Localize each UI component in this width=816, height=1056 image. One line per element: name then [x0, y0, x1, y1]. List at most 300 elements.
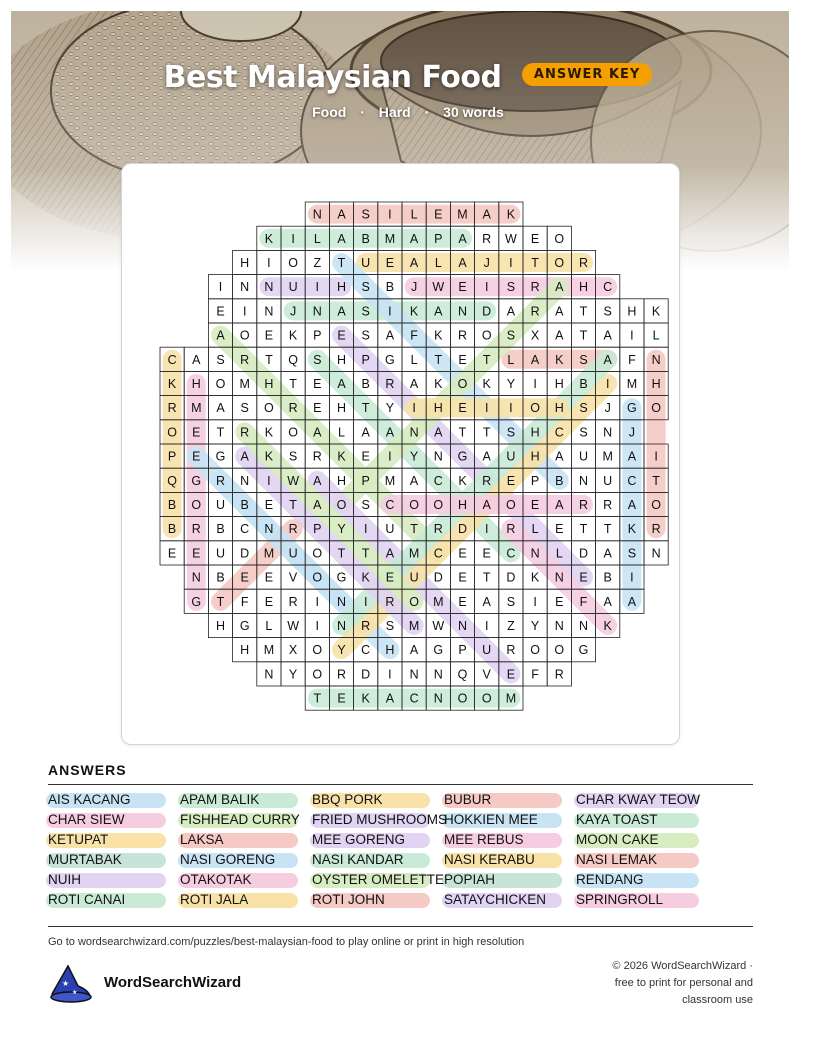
grid-letter: S — [361, 498, 370, 512]
grid-letter: S — [361, 328, 370, 343]
grid-letter: E — [555, 594, 564, 609]
grid-letter: C — [554, 425, 564, 440]
grid-letter: O — [239, 328, 250, 343]
grid-letter: T — [410, 522, 418, 537]
grid-letter: N — [312, 207, 322, 222]
grid-letter: H — [215, 619, 226, 633]
grid-letter: C — [385, 498, 395, 512]
grid-letter: N — [312, 304, 322, 319]
answer-item — [576, 872, 644, 888]
answer-word: SATAYCHICKEN — [444, 892, 547, 907]
grid-letter: N — [554, 619, 564, 633]
answer-word: SPRINGROLL — [576, 892, 664, 907]
grid-letter: E — [264, 594, 274, 609]
grid-letter: E — [555, 522, 564, 537]
grid-letter: R — [554, 667, 564, 682]
grid-letter: L — [555, 546, 563, 561]
grid-letter: U — [215, 546, 226, 561]
grid-letter: E — [458, 401, 467, 416]
answer-word: KAYA TOAST — [576, 812, 658, 827]
grid-letter: T — [337, 256, 346, 270]
grid-letter: K — [651, 304, 661, 319]
grid-letter: N — [603, 425, 613, 440]
grid-letter: A — [458, 256, 467, 270]
grid-letter: P — [458, 643, 467, 658]
grid-letter: M — [408, 546, 420, 561]
grid-letter: H — [191, 377, 201, 391]
grid-letter: I — [388, 304, 392, 319]
answer-item — [180, 812, 300, 828]
grid-letter: M — [457, 207, 468, 222]
answer-item — [312, 792, 383, 808]
grid-letter: A — [458, 231, 467, 246]
grid-letter: B — [555, 473, 564, 488]
grid-letter: O — [288, 256, 298, 270]
grid-letter: I — [388, 449, 392, 464]
grid-letter: N — [554, 570, 564, 585]
grid-letter: E — [240, 570, 249, 585]
grid-letter: K — [167, 377, 177, 391]
grid-letter: T — [603, 522, 612, 537]
grid-letter: E — [385, 570, 395, 585]
answer-word: ROTI JOHN — [312, 892, 385, 907]
grid-letter: N — [409, 425, 419, 440]
grid-letter: I — [630, 570, 634, 585]
grid-letter: R — [312, 449, 322, 464]
grid-letter: Q — [457, 667, 468, 682]
grid-letter: E — [264, 328, 274, 343]
answer-word: NASI KERABU — [444, 852, 535, 867]
difficulty-label: Hard — [378, 104, 411, 120]
grid-letter: I — [291, 231, 295, 246]
grid-letter: R — [578, 498, 589, 512]
grid-letter: A — [482, 449, 491, 464]
grid-letter: J — [289, 304, 297, 319]
grid-letter: P — [167, 449, 177, 464]
grid-letter: K — [409, 304, 419, 319]
grid-letter: Y — [506, 377, 516, 391]
grid-letter: N — [336, 594, 347, 609]
answer-item — [312, 832, 405, 848]
grid-letter: H — [627, 304, 637, 319]
grid-letter: R — [288, 401, 298, 416]
grid-letter: K — [627, 522, 637, 537]
grid-letter: S — [579, 425, 588, 440]
grid-letter: M — [239, 377, 250, 391]
category-label: Food — [312, 104, 347, 120]
grid-letter: N — [578, 619, 589, 633]
answer-word: CHAR KWAY TEOW — [576, 792, 701, 807]
grid-letter: K — [506, 207, 516, 222]
grid-letter: I — [654, 449, 658, 464]
grid-letter: G — [385, 352, 395, 367]
grid-letter: T — [337, 546, 346, 561]
grid-letter: S — [579, 352, 588, 367]
grid-letter: N — [530, 546, 540, 561]
grid-letter: H — [336, 352, 347, 367]
answer-word: ROTI CANAI — [48, 892, 126, 907]
grid-letter: O — [651, 498, 661, 512]
grid-letter: R — [361, 619, 371, 633]
grid-letter: K — [361, 691, 370, 706]
grid-letter: A — [240, 449, 249, 464]
grid-letter: U — [361, 256, 371, 270]
grid-letter: V — [288, 570, 298, 585]
grid-letter: R — [482, 231, 492, 246]
grid-letter: D — [578, 546, 589, 561]
grid-letter: B — [167, 522, 177, 537]
grid-letter: A — [361, 425, 370, 440]
answer-item — [576, 832, 659, 848]
grid-letter: Y — [337, 522, 346, 537]
grid-letter: A — [216, 328, 225, 343]
grid-letter: O — [191, 498, 202, 512]
grid-letter: J — [604, 401, 611, 416]
grid-letter: O — [554, 643, 565, 658]
grid-letter: I — [484, 619, 489, 633]
grid-letter: E — [192, 449, 201, 464]
grid-letter: U — [288, 280, 298, 295]
grid-letter: B — [361, 377, 370, 391]
grid-letter: E — [192, 546, 201, 561]
grid-letter: A — [216, 401, 225, 416]
grid-letter: K — [361, 570, 370, 585]
grid-letter: N — [264, 667, 274, 682]
grid-letter: P — [313, 522, 322, 537]
grid-letter: O — [312, 667, 323, 682]
grid-letter: Y — [530, 619, 540, 633]
grid-letter: A — [627, 594, 637, 609]
grid-letter: E — [337, 328, 346, 343]
grid-letter: D — [506, 570, 516, 585]
grid-letter: T — [482, 425, 491, 440]
answers-divider — [48, 784, 753, 785]
copyright-text — [612, 958, 753, 1009]
grid-letter: A — [603, 352, 612, 367]
grid-letter: U — [578, 449, 589, 464]
grid-letter: O — [409, 594, 419, 609]
grid-letter: N — [433, 691, 443, 706]
grid-letter: R — [240, 425, 250, 440]
grid-letter: H — [651, 377, 661, 391]
grid-letter: H — [336, 473, 347, 488]
grid-letter: O — [651, 401, 661, 416]
grid-letter: G — [578, 643, 589, 658]
answer-key-badge: ANSWER KEY — [522, 63, 652, 86]
grid-letter: F — [579, 594, 588, 609]
grid-letter: P — [313, 328, 322, 343]
grid-letter: A — [313, 425, 322, 440]
answer-item — [180, 852, 275, 868]
answer-item — [444, 832, 524, 848]
grid-letter: A — [337, 207, 346, 222]
grid-letter: G — [191, 473, 202, 488]
answer-word: OTAKOTAK — [180, 872, 252, 887]
grid-letter: S — [579, 401, 588, 416]
grid-letter: E — [313, 401, 322, 416]
grid-letter: P — [530, 473, 540, 488]
answer-word: HOKKIEN MEE — [444, 812, 538, 827]
grid-letter: E — [458, 352, 467, 367]
grid-letter: A — [530, 352, 540, 367]
footer-link-text[interactable]: Go to wordsearchwizard.com/puzzles/best-malaysian-food to play online or print in high resolution — [48, 936, 525, 948]
grid-letter: M — [408, 619, 420, 633]
grid-letter: E — [216, 304, 225, 319]
grid-letter: T — [289, 377, 297, 391]
svg-text:★: ★ — [62, 979, 70, 988]
grid-letter: E — [506, 473, 516, 488]
grid-letter: N — [264, 522, 274, 537]
grid-letter: N — [264, 304, 274, 319]
answer-item — [576, 852, 657, 868]
grid-letter: E — [458, 594, 467, 609]
grid-letter: G — [627, 401, 637, 416]
answer-word: FRIED MUSHROOMS — [312, 812, 447, 827]
answer-word: POPIAH — [444, 872, 496, 887]
grid-letter: Y — [337, 643, 346, 658]
grid-letter: I — [484, 401, 489, 416]
grid-letter: K — [555, 352, 564, 367]
grid-letter: A — [409, 473, 419, 488]
grid-letter: R — [288, 594, 298, 609]
grid-letter: M — [384, 473, 396, 488]
grid-letter: H — [240, 256, 250, 270]
answer-item — [180, 892, 248, 908]
grid-letter: J — [483, 256, 490, 270]
grid-letter: G — [457, 449, 468, 464]
grid-letter: L — [265, 619, 273, 633]
grid-letter: A — [434, 425, 443, 440]
grid-letter: F — [410, 328, 418, 343]
grid-letter: S — [313, 352, 322, 367]
grid-letter: R — [578, 256, 589, 270]
grid-letter: P — [361, 473, 370, 488]
grid-letter: K — [434, 377, 443, 391]
grid-letter: L — [434, 256, 442, 270]
grid-letter: B — [167, 498, 177, 512]
grid-letter: P — [434, 231, 443, 246]
grid-letter: T — [361, 546, 370, 561]
grid-letter: R — [482, 473, 492, 488]
grid-letter: E — [458, 280, 467, 295]
grid-letter: E — [482, 546, 491, 561]
grid-letter: A — [482, 207, 491, 222]
grid-letter: A — [409, 643, 419, 658]
answer-word: MOON CAKE — [576, 832, 659, 847]
grid-letter: O — [457, 377, 468, 391]
grid-letter: K — [603, 619, 612, 633]
grid-letter: O — [481, 328, 492, 343]
grid-letter: E — [458, 570, 467, 585]
grid-letter: N — [457, 304, 468, 319]
grid-letter: H — [578, 280, 589, 295]
grid-letter: T — [313, 691, 322, 706]
answer-item — [48, 812, 125, 828]
grid-letter: N — [409, 667, 419, 682]
grid-letter: A — [603, 328, 612, 343]
grid-letter: A — [409, 256, 419, 270]
grid-letter: A — [337, 304, 346, 319]
grid-letter: N — [240, 280, 250, 295]
grid-letter: R — [433, 522, 443, 537]
answer-word: NASI LEMAK — [576, 852, 658, 867]
grid-letter: W — [432, 280, 445, 295]
grid-letter: R — [530, 280, 540, 295]
grid-letter: S — [288, 449, 298, 464]
grid-letter: K — [530, 570, 540, 585]
grid-letter: A — [555, 280, 564, 295]
answer-word: CHAR SIEW — [48, 812, 125, 827]
grid-letter: B — [579, 377, 588, 391]
grid-letter: S — [361, 304, 370, 319]
answer-word: MEE REBUS — [444, 832, 524, 847]
grid-letter: I — [242, 304, 247, 319]
grid-letter: O — [433, 498, 444, 512]
grid-letter: B — [216, 570, 225, 585]
grid-letter: J — [628, 425, 636, 440]
grid-letter: B — [361, 231, 370, 246]
grid-letter: I — [218, 280, 223, 295]
grid-letter: E — [458, 546, 467, 561]
grid-letter: I — [388, 667, 392, 682]
grid-letter: Z — [507, 619, 515, 633]
grid-letter: K — [288, 328, 298, 343]
grid-letter: L — [313, 231, 321, 246]
answer-item — [180, 832, 224, 848]
grid-letter: K — [482, 377, 491, 391]
grid-letter: T — [458, 425, 467, 440]
grid-letter: I — [267, 473, 271, 488]
grid-letter: I — [315, 594, 320, 609]
grid-letter: K — [264, 449, 274, 464]
grid-letter: X — [288, 643, 298, 658]
answer-word: BBQ PORK — [312, 792, 383, 807]
wizard-hat-logo — [48, 964, 94, 1009]
grid-letter: Q — [167, 473, 177, 488]
grid-letter: A — [603, 594, 612, 609]
grid-letter: A — [555, 304, 564, 319]
grid-letter: S — [627, 546, 637, 561]
answer-item — [444, 892, 546, 908]
grid-letter: I — [509, 256, 513, 270]
grid-letter: R — [385, 377, 395, 391]
grid-letter: E — [361, 449, 370, 464]
grid-letter: G — [239, 619, 250, 633]
answer-word: MURTABAK — [48, 852, 122, 867]
answer-item — [48, 852, 122, 868]
grid-letter: S — [506, 425, 516, 440]
grid-letter: R — [457, 328, 468, 343]
grid-letter: S — [385, 619, 395, 633]
grid-letter: E — [579, 570, 588, 585]
grid-letter: F — [531, 667, 539, 682]
grid-letter: F — [628, 352, 636, 367]
grid-letter: H — [554, 377, 564, 391]
grid-letter: M — [505, 691, 517, 706]
answer-item — [444, 872, 495, 888]
grid-letter: T — [652, 473, 660, 488]
grid-letter: N — [651, 546, 661, 561]
grid-letter: X — [530, 328, 540, 343]
grid-letter: C — [433, 546, 443, 561]
grid-letter: R — [191, 522, 201, 537]
grid-letter: D — [457, 522, 468, 537]
grid-letter: I — [315, 280, 320, 295]
grid-letter: R — [506, 643, 516, 658]
grid-letter: O — [215, 377, 226, 391]
grid-letter: H — [530, 449, 540, 464]
grid-letter: G — [336, 570, 347, 585]
grid-letter: H — [433, 401, 443, 416]
grid-letter: H — [385, 643, 395, 658]
grid-letter: A — [385, 691, 395, 706]
grid-letter: A — [627, 449, 637, 464]
meta-separator: · — [424, 104, 430, 120]
grid-letter: I — [315, 619, 320, 633]
answer-item — [312, 812, 447, 828]
answer-word: ROTI JALA — [180, 892, 249, 907]
answer-word: MEE GORENG — [312, 832, 406, 847]
grid-letter: T — [482, 570, 491, 585]
answer-item — [576, 892, 663, 908]
copyright-line: classroom use — [682, 994, 753, 1006]
grid-letter: N — [433, 667, 443, 682]
grid-letter: G — [215, 449, 226, 464]
grid-letter: U — [482, 643, 492, 658]
grid-letter: T — [361, 401, 370, 416]
grid-letter: R — [336, 667, 347, 682]
grid-letter: D — [482, 304, 492, 319]
grid-letter: O — [409, 498, 419, 512]
grid-letter: Y — [288, 667, 298, 682]
grid-letter: N — [433, 449, 443, 464]
answer-item — [180, 872, 252, 888]
grid-letter: N — [651, 352, 661, 367]
answer-word: APAM BALIK — [180, 792, 260, 807]
grid-letter: O — [554, 256, 565, 270]
grid-letter: K — [434, 328, 443, 343]
grid-letter: A — [337, 231, 346, 246]
answer-item — [444, 852, 535, 868]
grid-letter: H — [336, 401, 347, 416]
grid-letter: M — [263, 546, 275, 561]
answer-word: NUIH — [48, 872, 81, 887]
grid-letter: M — [191, 401, 202, 416]
grid-letter: E — [192, 425, 201, 440]
grid-letter: A — [555, 498, 564, 512]
grid-letter: L — [652, 328, 660, 343]
answer-item — [576, 792, 700, 808]
grid-letter: T — [289, 498, 297, 512]
grid-letter: O — [554, 231, 565, 246]
answer-item — [312, 852, 404, 868]
answer-word: NASI GORENG — [180, 852, 276, 867]
grid-letter: A — [555, 328, 564, 343]
grid-letter: O — [312, 546, 323, 561]
grid-letter: S — [506, 280, 516, 295]
grid-letter: V — [482, 667, 491, 682]
grid-letter: I — [484, 522, 489, 537]
grid-letter: I — [605, 377, 610, 391]
answer-item — [312, 892, 385, 908]
answer-word: OYSTER OMELETTE — [312, 872, 445, 887]
grid-letter: C — [433, 473, 443, 488]
copyright-line: free to print for personal and — [614, 977, 753, 989]
grid-letter: A — [434, 304, 443, 319]
answers-heading: ANSWERS — [48, 762, 127, 778]
grid-letter: S — [361, 207, 370, 222]
grid-letter: C — [240, 522, 250, 537]
